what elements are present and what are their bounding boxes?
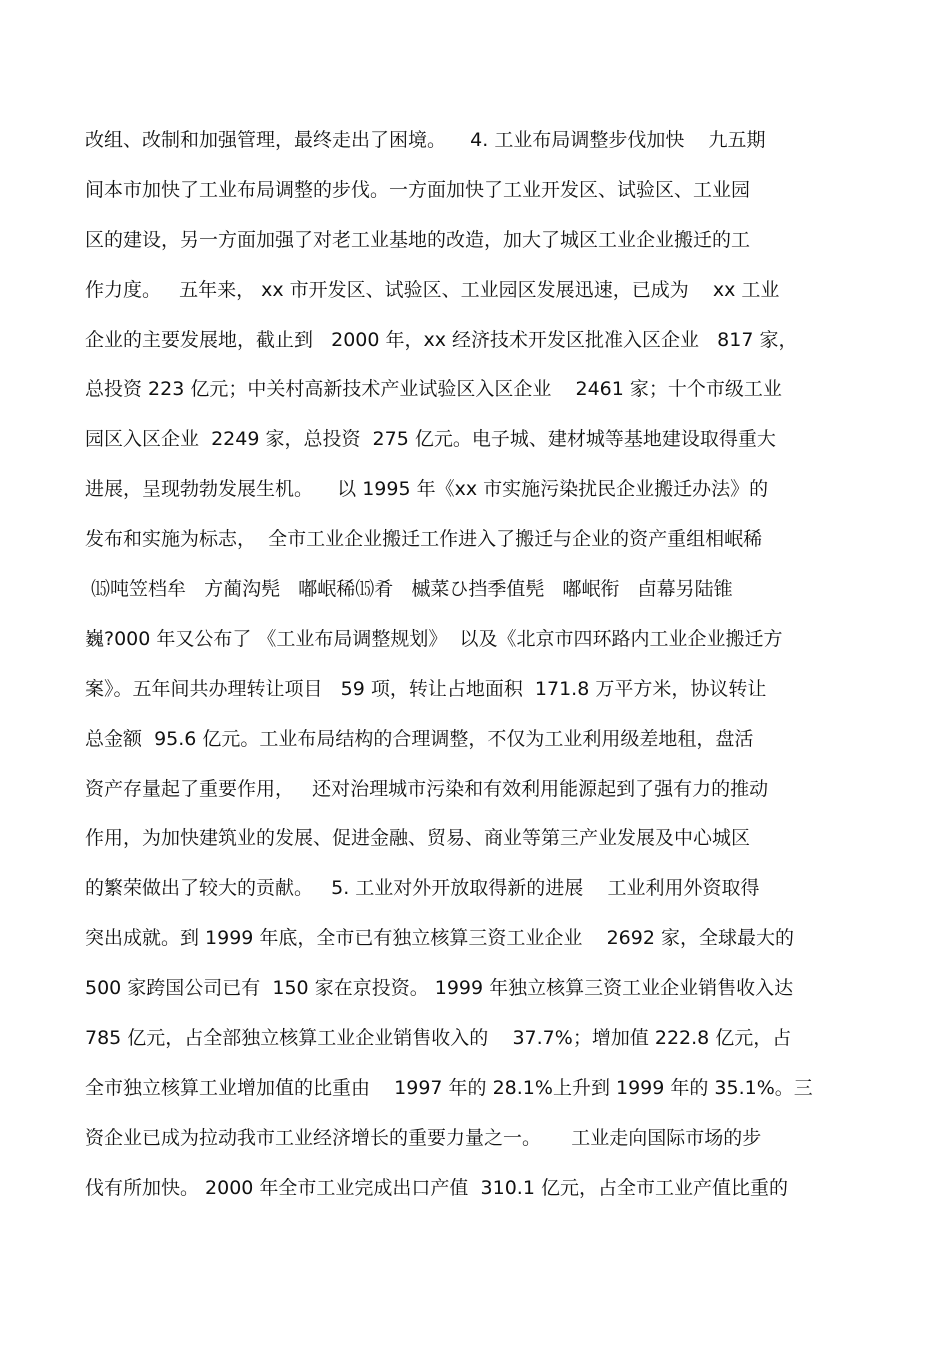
text-line: 进展，呈现勃勃发展生机。 以 1995 年《xx 市实施污染扰民企业搬迁办法》的 [85,478,769,501]
text-line: 资产存量起了重要作用， 还对治理城市污染和有效利用能源起到了强有力的推动 [85,777,769,800]
text-line: 总金额 95.6 亿元。工业布局结构的合理调整，不仅为工业利用级差地租，盘活 [85,727,754,750]
text-line: 巍?000 年又公布了 《工业布局调整规划》 以及《北京市四环路内工业企业搬迁方 [85,627,783,650]
text-line: ⒂吨笠档牟 方蔺沟髡 嘟岷稀⒂肴 槭菜ひ挡季值髡 嘟岷衔 卣幕另陆锥 [85,578,733,601]
text-line: 全市独立核算工业增加值的比重由 1997 年的 28.1%上升到 1999 年的 35.1%。三 [85,1076,813,1099]
text-line: 作力度。 五年来， xx 市开发区、试验区、工业园区发展迅速，已成为 xx 工业 [85,278,780,301]
text-line: 发布和实施为标志， 全市工业企业搬迁工作进入了搬迁与企业的资产重组相岷稀 [85,528,763,551]
text-line: 间本市加快了工业布局调整的步伐。一方面加快了工业开发区、试验区、工业园 [85,178,751,201]
text-line: 资企业已成为拉动我市工业经济增长的重要力量之一。 工业走向国际市场的步 [85,1126,762,1149]
text-line: 785 亿元，占全部独立核算工业企业销售收入的 37.7%；增加值 222.8 亿元，占 [85,1027,792,1050]
text-line: 改组、改制和加强管理，最终走出了困境。 4. 工业布局调整步伐加快 九五期 [85,129,766,151]
text-line: 作用，为加快建筑业的发展、促进金融、贸易、商业等第三产业发展及中心城区 [85,827,751,850]
text-line: 500 家跨国公司已有 150 家在京投资。 1999 年独立核算三资工业企业销售收入达 [85,977,794,1000]
text-line: 突出成就。到 1999 年底，全市已有独立核算三资工业企业 2692 家，全球最大的 [85,927,794,950]
text-line: 伐有所加快。 2000 年全市工业完成出口产值 310.1 亿元，占全市工业产值比重的 [85,1176,788,1199]
text-line: 企业的主要发展地，截止到 2000 年，xx 经济技术开发区批准入区企业 817 家， [85,328,798,351]
text-line: 园区入区企业 2249 家，总投资 275 亿元。电子城、建材城等基地建设取得重大 [85,428,776,451]
body-text [85,116,875,1214]
text-line: 区的建设，另一方面加强了对老工业基地的改造，加大了城区工业企业搬迁的工 [85,228,751,251]
text-line: 的繁荣做出了较大的贡献。 5. 工业对外开放取得新的进展 工业利用外资取得 [85,877,760,900]
text-line: 案》。五年间共办理转让项目 59 项，转让占地面积 171.8 万平方米，协议转让 [85,677,767,700]
text-line: 总投资 223 亿元；中关村高新技术产业试验区入区企业 2461 家；十个市级工业 [85,378,782,401]
